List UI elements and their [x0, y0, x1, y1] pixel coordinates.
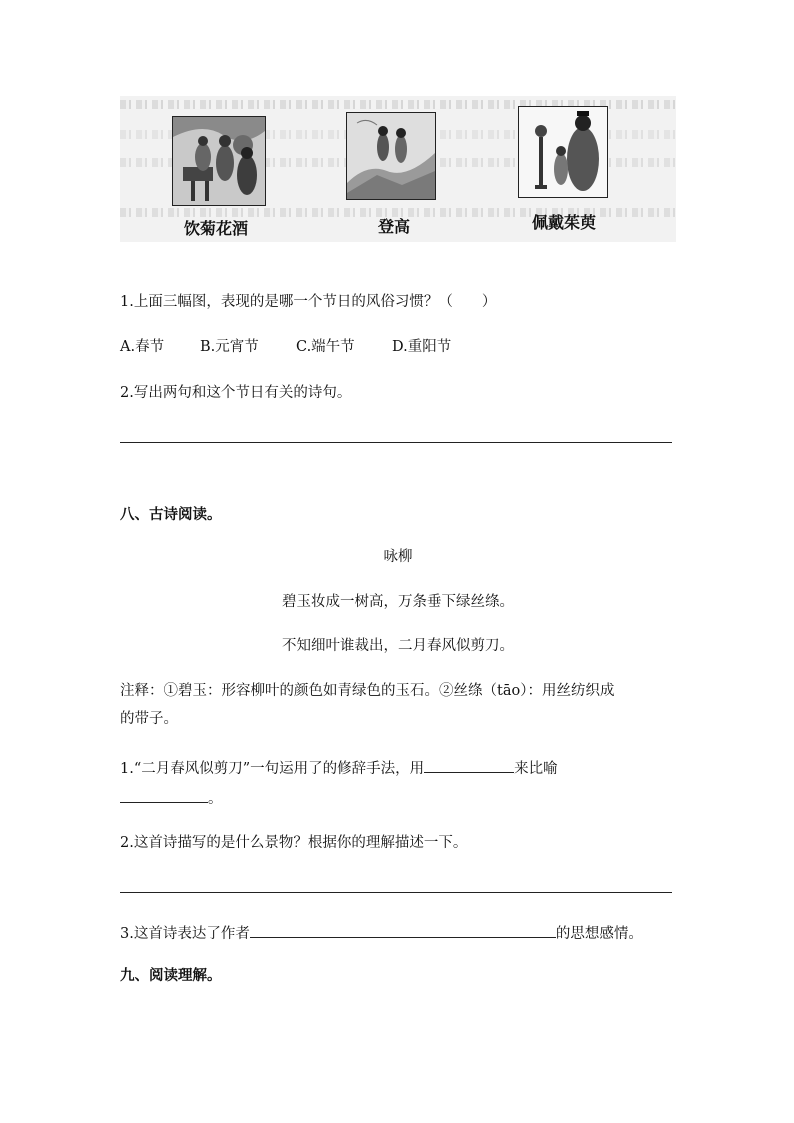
- poem-line-2: 不知细叶谁裁出，二月春风似剪刀。: [282, 638, 514, 654]
- question-festival-identify: 1.上面三幅图，表现的是哪一个节日的风俗习惯？（ ）: [120, 294, 497, 310]
- poem-note-line-2: 的带子。: [120, 711, 178, 727]
- section-8-heading: 八、古诗阅读。: [120, 506, 222, 523]
- caption-climbing-heights: 登高: [378, 217, 411, 236]
- poem-line-1: 碧玉妆成一树高，万条垂下绿丝绦。: [282, 594, 514, 610]
- question-rhetoric-text-2: 来比喻: [514, 761, 558, 777]
- question-feelings-text: 3.这首诗表达了作者: [120, 926, 250, 942]
- poem-title: 咏柳: [383, 549, 413, 565]
- caption-drinking-wine: 饮菊花酒: [184, 219, 249, 238]
- question-rhetoric-continued: [120, 787, 223, 809]
- option-b: B.元宵节: [200, 339, 259, 355]
- blank-rhetoric-device[interactable]: [424, 757, 514, 773]
- question-rhetoric: [120, 757, 558, 779]
- option-c: C.端午节: [296, 339, 355, 355]
- climbing-heights-image: [346, 112, 436, 200]
- drinking-chrysanthemum-wine-image: [172, 116, 266, 206]
- question-feelings-text-2: 的思想感情。: [555, 926, 643, 942]
- festival-image-strip: [120, 96, 676, 242]
- option-d: D.重阳节: [392, 339, 452, 355]
- question-rhetoric-text: 1.“二月春风似剪刀”一句运用了的修辞手法，用: [120, 761, 425, 777]
- blank-metaphor[interactable]: [120, 787, 208, 803]
- question-feelings: [120, 922, 643, 944]
- answer-line[interactable]: [120, 892, 672, 893]
- wearing-dogwood-image: [518, 106, 608, 198]
- question-write-poems: 2.写出两句和这个节日有关的诗句。: [120, 385, 352, 401]
- poem-note-line-1: 注释：①碧玉：形容柳叶的颜色如青绿色的玉石。②丝绦（tāo）：用丝纺织成: [120, 683, 615, 699]
- caption-wearing-dogwood: 佩戴茱萸: [532, 213, 597, 232]
- blank-feelings[interactable]: [250, 922, 556, 938]
- option-a: A.春节: [120, 339, 165, 355]
- question-scenery: 2.这首诗描写的是什么景物？根据你的理解描述一下。: [120, 835, 468, 851]
- period: 。: [208, 791, 223, 807]
- section-9-heading: 九、阅读理解。: [120, 967, 222, 984]
- answer-line[interactable]: [120, 442, 672, 443]
